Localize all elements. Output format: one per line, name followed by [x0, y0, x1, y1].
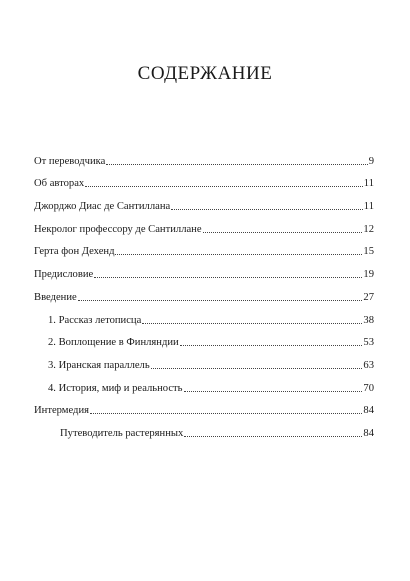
toc-dot-leader [171, 209, 363, 210]
toc-entry [34, 190, 374, 213]
toc-entry-label: 1. Рассказ летописца [48, 314, 142, 326]
toc-entry [34, 258, 374, 281]
toc-entry-page: 84 [363, 427, 374, 439]
toc-entry-page: 84 [363, 405, 374, 417]
toc-entry [34, 372, 374, 395]
toc-entry [34, 281, 374, 304]
toc-entry-label: Путеводитель растерянных [60, 427, 184, 439]
toc-entry-label: 3. Иранская параллель [48, 359, 150, 371]
toc-dot-leader [180, 345, 363, 346]
toc-dot-leader [115, 254, 362, 255]
toc-dot-leader [78, 300, 363, 301]
toc-dot-leader [94, 277, 362, 278]
toc-entry [34, 349, 374, 372]
toc-entry-page: 11 [363, 178, 374, 190]
toc-entry-label: Введение [34, 291, 77, 303]
toc-entry-label: 4. История, миф и реальность [48, 382, 183, 394]
toc-entry-page: 70 [363, 382, 374, 394]
toc-entry-label: Герта фон Дехенд [34, 246, 115, 258]
toc-entry-page: 38 [363, 314, 374, 326]
toc-entry-page: 11 [363, 201, 374, 213]
toc-entry-page: 27 [363, 291, 374, 303]
toc-entry [34, 395, 374, 418]
toc-entry [34, 168, 374, 191]
toc-entry-label: Некролог профессору де Сантиллане [34, 223, 202, 235]
toc-dot-leader [184, 436, 362, 437]
toc-entry-label: 2. Воплощение в Финляндии [48, 337, 179, 349]
toc-dot-leader [184, 391, 363, 392]
toc-entry-page: 19 [363, 269, 374, 281]
toc-entry-page: 15 [363, 246, 374, 258]
toc-entry [34, 417, 374, 440]
table-of-contents [34, 145, 374, 440]
toc-entry-page: 63 [363, 359, 374, 371]
toc-dot-leader [106, 164, 367, 165]
toc-dot-leader [85, 186, 363, 187]
toc-dot-leader [90, 413, 362, 414]
toc-entry-page: 53 [363, 337, 374, 349]
toc-dot-leader [151, 368, 363, 369]
toc-entry [34, 236, 374, 259]
toc-entry-label: От переводчика [34, 155, 106, 167]
toc-entry [34, 213, 374, 236]
toc-dot-leader [142, 323, 362, 324]
toc-entry-label: Интермедия [34, 405, 89, 417]
toc-entry-page: 12 [363, 223, 374, 235]
toc-entry [34, 145, 374, 168]
toc-entry [34, 304, 374, 327]
page-title: СОДЕРЖАНИЕ [137, 63, 273, 84]
toc-entry-page: 9 [368, 155, 374, 167]
toc-dot-leader [203, 232, 363, 233]
toc-entry [34, 327, 374, 350]
toc-entry-label: Об авторах [34, 178, 85, 190]
toc-entry-label: Предисловие [34, 269, 94, 281]
toc-entry-label: Джорджо Диас де Сантиллана [34, 201, 171, 213]
